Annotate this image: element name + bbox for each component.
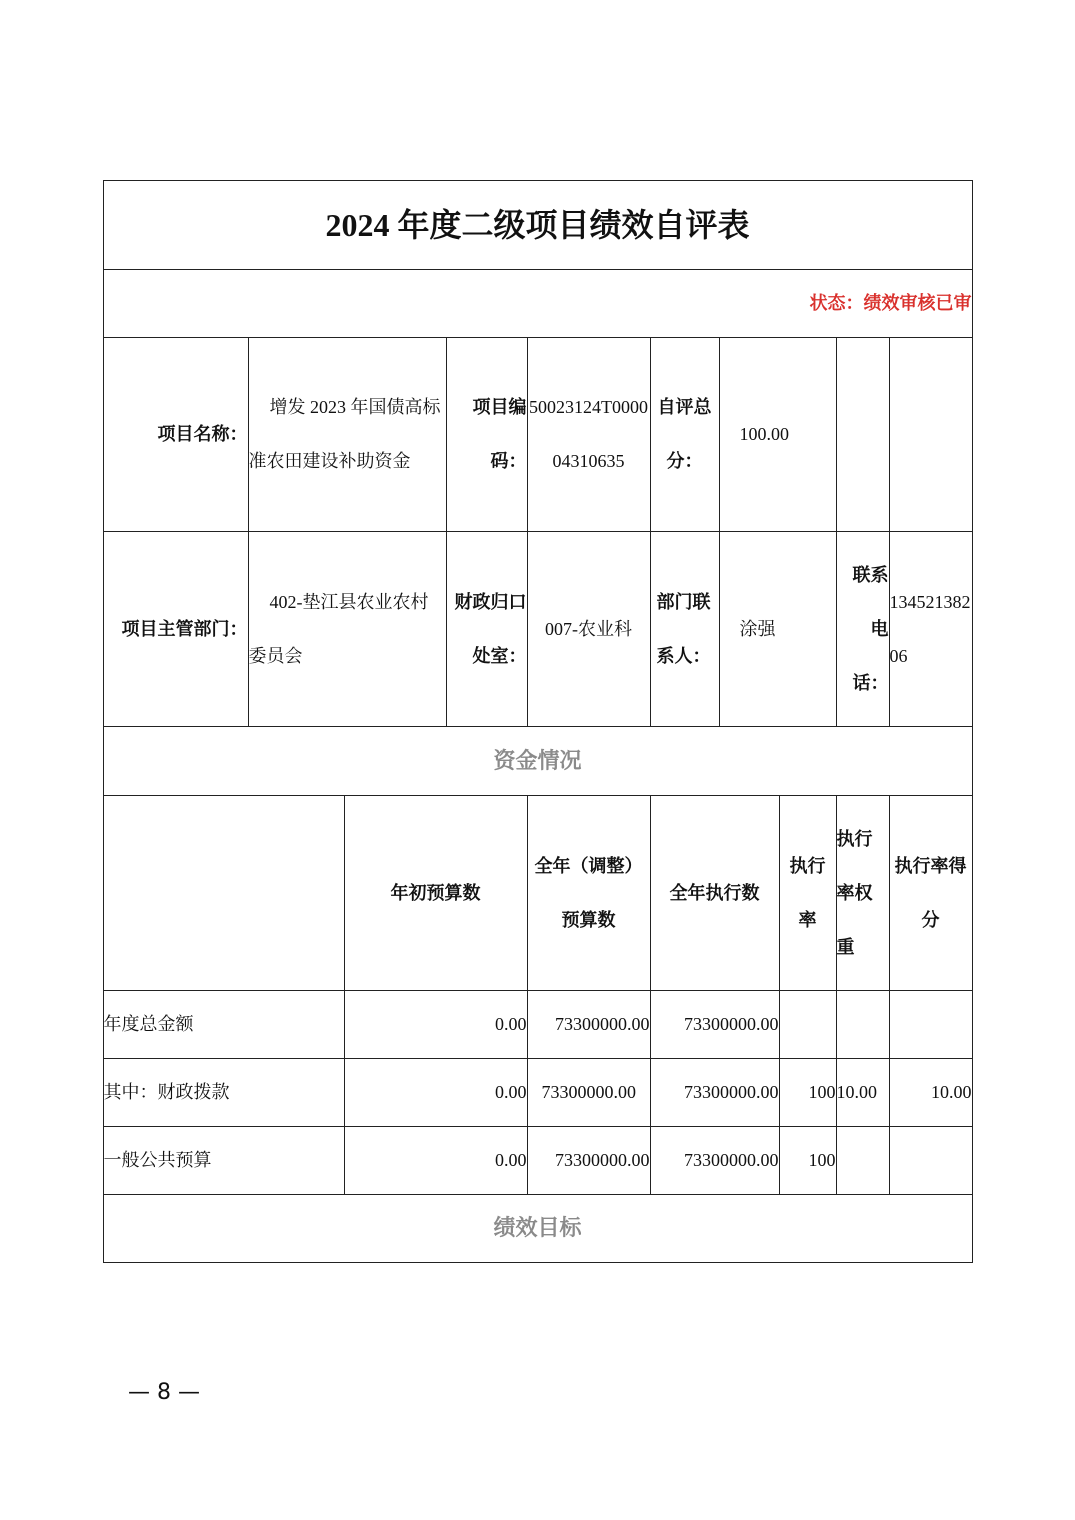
table-cell: 0.00 (344, 990, 528, 1059)
self-score-label: 自评总分： (657, 397, 712, 471)
funds-header: 年初预算数 (344, 795, 528, 991)
project-code-label: 项目编码： (472, 397, 527, 471)
page-number: — 8 — (128, 1380, 200, 1405)
dept-label: 项目主管部门： (103, 531, 249, 727)
table-cell (836, 990, 890, 1059)
table-cell: 0.00 (344, 1058, 528, 1127)
funds-header: 全年（调整）预算数 (534, 855, 643, 930)
table-cell: 73300000.00 (650, 990, 780, 1059)
table-cell (779, 990, 837, 1059)
status-text: 状态：绩效审核已审 (103, 269, 973, 338)
table-cell: 73300000.00 (527, 1058, 651, 1127)
project-code-value: 50023124T000004310635 (529, 397, 648, 471)
dept-value: 402-垫江县农业农村委员会 (248, 591, 429, 666)
funds-header: 执行率权重 (836, 828, 873, 957)
phone-value: 13452138206 (889, 591, 971, 666)
table-cell: 73300000.00 (650, 1058, 780, 1127)
table-cell: 其中：财政拨款 (103, 1058, 345, 1127)
table-cell: 73300000.00 (527, 990, 651, 1059)
funds-header: 执行率得分 (894, 855, 967, 930)
table-cell: 73300000.00 (650, 1126, 780, 1195)
goals-section-header: 绩效目标 (103, 1194, 973, 1263)
contact-label: 部门联系人： (656, 591, 711, 666)
table-cell: 10.00 (889, 1058, 973, 1127)
empty-cell (836, 337, 890, 532)
table-cell (889, 990, 973, 1059)
finance-office-value: 007-农业科 (527, 531, 651, 727)
table-cell: 73300000.00 (527, 1126, 651, 1195)
table-cell: 100 (779, 1126, 837, 1195)
self-score-value: 100.00 (719, 337, 837, 532)
table-cell: 年度总金额 (103, 990, 345, 1059)
table-title: 2024 年度二级项目绩效自评表 (103, 180, 973, 270)
funds-header: 全年执行数 (650, 795, 780, 991)
table-cell: 100 (779, 1058, 837, 1127)
project-name-value: 增发 2023 年国债高标准农田建设补助资金 (248, 397, 441, 471)
phone-label: 联系电话： (852, 564, 889, 693)
finance-office-label: 财政归口处室： (454, 591, 527, 666)
funds-section-header: 资金情况 (103, 726, 973, 796)
table-cell: 0.00 (344, 1126, 528, 1195)
empty-cell (889, 337, 973, 532)
contact-value: 涂强 (719, 531, 837, 727)
table-cell (836, 1126, 890, 1195)
table-cell: 10.00 (836, 1058, 890, 1127)
table-cell: 一般公共预算 (103, 1126, 345, 1195)
project-name-label: 项目名称： (103, 337, 249, 532)
table-cell (889, 1126, 973, 1195)
funds-header: 执行率 (789, 855, 826, 930)
funds-header-blank (103, 795, 345, 991)
